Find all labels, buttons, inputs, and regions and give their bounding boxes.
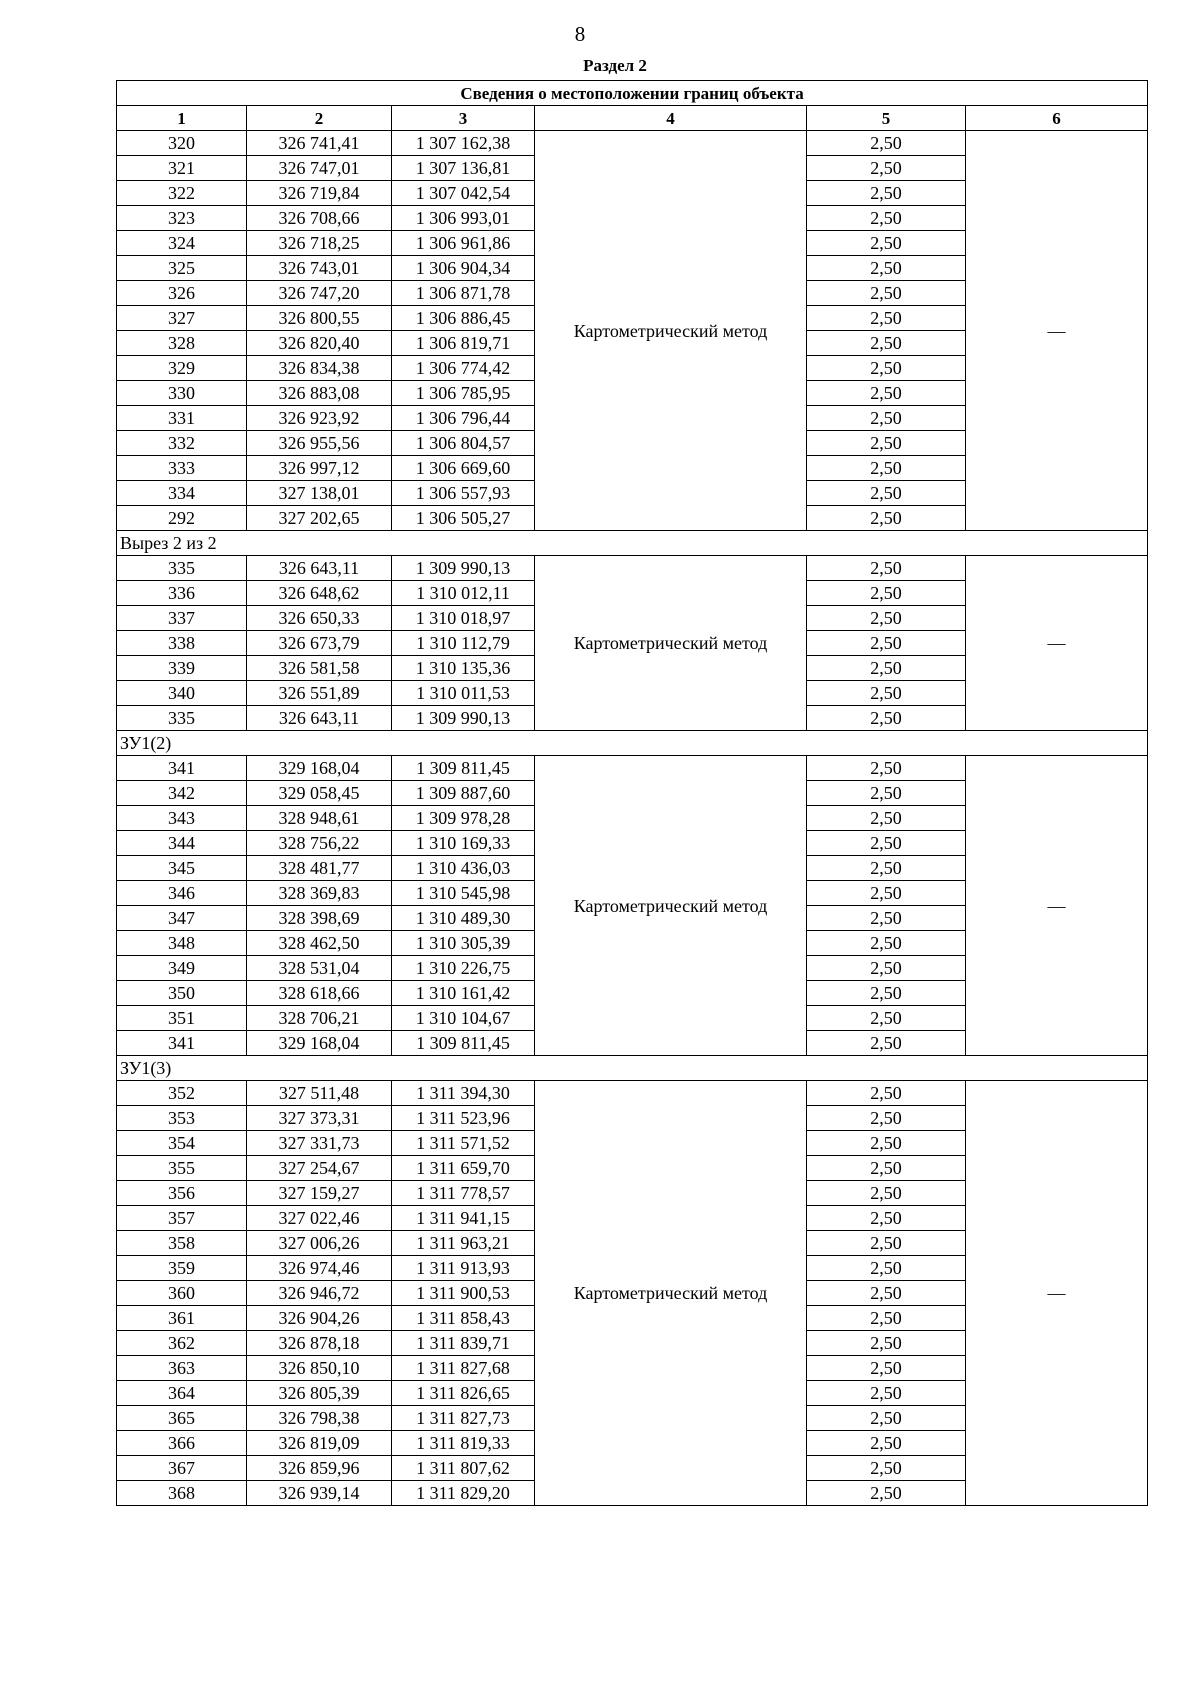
coord-x: 326 743,01 xyxy=(247,256,392,281)
coord-y: 1 310 104,67 xyxy=(392,1006,535,1031)
coord-x: 327 202,65 xyxy=(247,506,392,531)
coord-y: 1 310 436,03 xyxy=(392,856,535,881)
point-number: 331 xyxy=(117,406,247,431)
table-caption-row xyxy=(117,81,1148,106)
precision-value: 2,50 xyxy=(807,706,966,731)
coord-y: 1 306 557,93 xyxy=(392,481,535,506)
point-number: 335 xyxy=(117,706,247,731)
coord-y: 1 309 990,13 xyxy=(392,706,535,731)
coord-y: 1 310 305,39 xyxy=(392,931,535,956)
point-number: 336 xyxy=(117,581,247,606)
coord-y: 1 306 785,95 xyxy=(392,381,535,406)
precision-value: 2,50 xyxy=(807,1481,966,1506)
precision-value: 2,50 xyxy=(807,1131,966,1156)
point-number: 320 xyxy=(117,131,247,156)
coord-y: 1 306 669,60 xyxy=(392,456,535,481)
coord-x: 326 747,01 xyxy=(247,156,392,181)
point-number: 360 xyxy=(117,1281,247,1306)
precision-value: 2,50 xyxy=(807,356,966,381)
table-row xyxy=(117,131,1148,156)
precision-value: 2,50 xyxy=(807,131,966,156)
precision-value: 2,50 xyxy=(807,406,966,431)
coord-y: 1 310 161,42 xyxy=(392,981,535,1006)
precision-value: 2,50 xyxy=(807,881,966,906)
coord-y: 1 309 887,60 xyxy=(392,781,535,806)
point-number: 348 xyxy=(117,931,247,956)
coord-x: 326 974,46 xyxy=(247,1256,392,1281)
coord-y: 1 310 169,33 xyxy=(392,831,535,856)
point-number: 341 xyxy=(117,756,247,781)
coord-x: 326 820,40 xyxy=(247,331,392,356)
coord-x: 326 648,62 xyxy=(247,581,392,606)
coord-y: 1 310 011,53 xyxy=(392,681,535,706)
coord-y: 1 310 018,97 xyxy=(392,606,535,631)
point-number: 345 xyxy=(117,856,247,881)
coord-x: 326 923,92 xyxy=(247,406,392,431)
coord-y: 1 306 804,57 xyxy=(392,431,535,456)
group-label-row xyxy=(117,1056,1148,1081)
point-number: 339 xyxy=(117,656,247,681)
point-number: 359 xyxy=(117,1256,247,1281)
precision-value: 2,50 xyxy=(807,1156,966,1181)
precision-value: 2,50 xyxy=(807,156,966,181)
coord-y: 1 310 226,75 xyxy=(392,956,535,981)
coord-y: 1 309 811,45 xyxy=(392,1031,535,1056)
precision-value: 2,50 xyxy=(807,931,966,956)
coord-x: 326 878,18 xyxy=(247,1331,392,1356)
point-number: 367 xyxy=(117,1456,247,1481)
column6-cell: — xyxy=(966,756,1148,1056)
coord-y: 1 307 162,38 xyxy=(392,131,535,156)
coord-x: 326 741,41 xyxy=(247,131,392,156)
column-header: 4 xyxy=(535,106,807,131)
point-number: 347 xyxy=(117,906,247,931)
point-number: 365 xyxy=(117,1406,247,1431)
coord-x: 328 618,66 xyxy=(247,981,392,1006)
precision-value: 2,50 xyxy=(807,231,966,256)
point-number: 338 xyxy=(117,631,247,656)
point-number: 292 xyxy=(117,506,247,531)
precision-value: 2,50 xyxy=(807,756,966,781)
table-row xyxy=(117,1081,1148,1106)
column-header-row xyxy=(117,106,1148,131)
coord-x: 326 650,33 xyxy=(247,606,392,631)
point-number: 364 xyxy=(117,1381,247,1406)
coord-x: 327 138,01 xyxy=(247,481,392,506)
precision-value: 2,50 xyxy=(807,1331,966,1356)
precision-value: 2,50 xyxy=(807,456,966,481)
point-number: 329 xyxy=(117,356,247,381)
column-header: 1 xyxy=(117,106,247,131)
coord-x: 326 800,55 xyxy=(247,306,392,331)
point-number: 322 xyxy=(117,181,247,206)
coord-y: 1 311 778,57 xyxy=(392,1181,535,1206)
coord-x: 328 706,21 xyxy=(247,1006,392,1031)
coord-y: 1 311 858,43 xyxy=(392,1306,535,1331)
precision-value: 2,50 xyxy=(807,581,966,606)
point-number: 368 xyxy=(117,1481,247,1506)
point-number: 340 xyxy=(117,681,247,706)
coord-y: 1 306 819,71 xyxy=(392,331,535,356)
point-number: 342 xyxy=(117,781,247,806)
coord-y: 1 311 827,73 xyxy=(392,1406,535,1431)
precision-value: 2,50 xyxy=(807,431,966,456)
coord-x: 329 168,04 xyxy=(247,756,392,781)
point-number: 330 xyxy=(117,381,247,406)
coord-y: 1 311 819,33 xyxy=(392,1431,535,1456)
group-label-row xyxy=(117,731,1148,756)
coord-x: 326 997,12 xyxy=(247,456,392,481)
coord-x: 326 859,96 xyxy=(247,1456,392,1481)
column-header: 6 xyxy=(966,106,1148,131)
point-number: 358 xyxy=(117,1231,247,1256)
coord-y: 1 311 523,96 xyxy=(392,1106,535,1131)
point-number: 350 xyxy=(117,981,247,1006)
coord-x: 329 168,04 xyxy=(247,1031,392,1056)
precision-value: 2,50 xyxy=(807,556,966,581)
coord-x: 327 511,48 xyxy=(247,1081,392,1106)
point-number: 341 xyxy=(117,1031,247,1056)
coord-y: 1 309 990,13 xyxy=(392,556,535,581)
coord-x: 327 331,73 xyxy=(247,1131,392,1156)
point-number: 324 xyxy=(117,231,247,256)
point-number: 332 xyxy=(117,431,247,456)
precision-value: 2,50 xyxy=(807,606,966,631)
precision-value: 2,50 xyxy=(807,1456,966,1481)
point-number: 344 xyxy=(117,831,247,856)
point-number: 335 xyxy=(117,556,247,581)
coord-x: 326 708,66 xyxy=(247,206,392,231)
column-header: 2 xyxy=(247,106,392,131)
coord-y: 1 311 827,68 xyxy=(392,1356,535,1381)
coord-x: 326 747,20 xyxy=(247,281,392,306)
precision-value: 2,50 xyxy=(807,981,966,1006)
point-number: 349 xyxy=(117,956,247,981)
precision-value: 2,50 xyxy=(807,856,966,881)
coord-y: 1 311 571,52 xyxy=(392,1131,535,1156)
coord-y: 1 311 659,70 xyxy=(392,1156,535,1181)
method-cell: Картометрический метод xyxy=(535,756,807,1056)
coord-x: 326 939,14 xyxy=(247,1481,392,1506)
coord-y: 1 310 112,79 xyxy=(392,631,535,656)
precision-value: 2,50 xyxy=(807,1356,966,1381)
point-number: 337 xyxy=(117,606,247,631)
precision-value: 2,50 xyxy=(807,631,966,656)
coord-x: 326 883,08 xyxy=(247,381,392,406)
precision-value: 2,50 xyxy=(807,1206,966,1231)
group-label: Вырез 2 из 2 xyxy=(117,531,1148,556)
precision-value: 2,50 xyxy=(807,1431,966,1456)
coord-y: 1 309 978,28 xyxy=(392,806,535,831)
coord-x: 328 481,77 xyxy=(247,856,392,881)
precision-value: 2,50 xyxy=(807,506,966,531)
point-number: 353 xyxy=(117,1106,247,1131)
precision-value: 2,50 xyxy=(807,1281,966,1306)
point-number: 361 xyxy=(117,1306,247,1331)
coord-x: 326 643,11 xyxy=(247,556,392,581)
precision-value: 2,50 xyxy=(807,181,966,206)
coord-x: 326 955,56 xyxy=(247,431,392,456)
coord-y: 1 311 963,21 xyxy=(392,1231,535,1256)
precision-value: 2,50 xyxy=(807,281,966,306)
precision-value: 2,50 xyxy=(807,831,966,856)
column-header: 5 xyxy=(807,106,966,131)
column-header: 3 xyxy=(392,106,535,131)
precision-value: 2,50 xyxy=(807,1256,966,1281)
coord-x: 327 159,27 xyxy=(247,1181,392,1206)
coord-y: 1 306 961,86 xyxy=(392,231,535,256)
point-number: 334 xyxy=(117,481,247,506)
coord-y: 1 311 839,71 xyxy=(392,1331,535,1356)
precision-value: 2,50 xyxy=(807,1181,966,1206)
coord-y: 1 311 826,65 xyxy=(392,1381,535,1406)
precision-value: 2,50 xyxy=(807,256,966,281)
point-number: 323 xyxy=(117,206,247,231)
column6-cell: — xyxy=(966,131,1148,531)
coord-x: 328 531,04 xyxy=(247,956,392,981)
precision-value: 2,50 xyxy=(807,481,966,506)
point-number: 346 xyxy=(117,881,247,906)
precision-value: 2,50 xyxy=(807,206,966,231)
coord-x: 328 948,61 xyxy=(247,806,392,831)
coord-y: 1 311 807,62 xyxy=(392,1456,535,1481)
precision-value: 2,50 xyxy=(807,906,966,931)
precision-value: 2,50 xyxy=(807,656,966,681)
point-number: 352 xyxy=(117,1081,247,1106)
precision-value: 2,50 xyxy=(807,331,966,356)
precision-value: 2,50 xyxy=(807,306,966,331)
coord-x: 328 756,22 xyxy=(247,831,392,856)
precision-value: 2,50 xyxy=(807,381,966,406)
point-number: 355 xyxy=(117,1156,247,1181)
precision-value: 2,50 xyxy=(807,781,966,806)
coord-y: 1 306 886,45 xyxy=(392,306,535,331)
coord-x: 328 398,69 xyxy=(247,906,392,931)
section-title: Раздел 2 xyxy=(583,56,647,75)
precision-value: 2,50 xyxy=(807,1306,966,1331)
precision-value: 2,50 xyxy=(807,806,966,831)
precision-value: 2,50 xyxy=(807,1031,966,1056)
point-number: 333 xyxy=(117,456,247,481)
coord-y: 1 310 489,30 xyxy=(392,906,535,931)
coord-x: 326 581,58 xyxy=(247,656,392,681)
point-number: 321 xyxy=(117,156,247,181)
coord-x: 326 798,38 xyxy=(247,1406,392,1431)
coord-x: 326 551,89 xyxy=(247,681,392,706)
coord-x: 328 462,50 xyxy=(247,931,392,956)
table-caption: Сведения о местоположении границ объекта xyxy=(117,81,1148,106)
coord-y: 1 307 136,81 xyxy=(392,156,535,181)
coord-x: 327 373,31 xyxy=(247,1106,392,1131)
precision-value: 2,50 xyxy=(807,1006,966,1031)
coord-y: 1 310 135,36 xyxy=(392,656,535,681)
method-cell: Картометрический метод xyxy=(535,131,807,531)
coord-y: 1 309 811,45 xyxy=(392,756,535,781)
point-number: 356 xyxy=(117,1181,247,1206)
coord-x: 326 834,38 xyxy=(247,356,392,381)
coord-y: 1 306 796,44 xyxy=(392,406,535,431)
precision-value: 2,50 xyxy=(807,1231,966,1256)
coord-y: 1 306 871,78 xyxy=(392,281,535,306)
method-cell: Картометрический метод xyxy=(535,556,807,731)
point-number: 362 xyxy=(117,1331,247,1356)
group-label-row xyxy=(117,531,1148,556)
table-row xyxy=(117,556,1148,581)
group-label: ЗУ1(3) xyxy=(117,1056,1148,1081)
coord-y: 1 311 941,15 xyxy=(392,1206,535,1231)
coord-y: 1 306 904,34 xyxy=(392,256,535,281)
point-number: 327 xyxy=(117,306,247,331)
coord-x: 328 369,83 xyxy=(247,881,392,906)
coord-x: 326 850,10 xyxy=(247,1356,392,1381)
coord-x: 326 946,72 xyxy=(247,1281,392,1306)
coord-x: 327 022,46 xyxy=(247,1206,392,1231)
precision-value: 2,50 xyxy=(807,1081,966,1106)
coord-x: 326 673,79 xyxy=(247,631,392,656)
coord-x: 326 904,26 xyxy=(247,1306,392,1331)
coord-y: 1 306 774,42 xyxy=(392,356,535,381)
method-cell: Картометрический метод xyxy=(535,1081,807,1506)
coord-x: 326 643,11 xyxy=(247,706,392,731)
precision-value: 2,50 xyxy=(807,681,966,706)
point-number: 328 xyxy=(117,331,247,356)
point-number: 351 xyxy=(117,1006,247,1031)
page-number: 8 xyxy=(574,22,586,46)
table-row xyxy=(117,756,1148,781)
precision-value: 2,50 xyxy=(807,956,966,981)
coord-x: 327 006,26 xyxy=(247,1231,392,1256)
coord-x: 326 718,25 xyxy=(247,231,392,256)
column6-cell: — xyxy=(966,556,1148,731)
coord-x: 326 819,09 xyxy=(247,1431,392,1456)
point-number: 357 xyxy=(117,1206,247,1231)
point-number: 343 xyxy=(117,806,247,831)
point-number: 363 xyxy=(117,1356,247,1381)
point-number: 354 xyxy=(117,1131,247,1156)
precision-value: 2,50 xyxy=(807,1381,966,1406)
coord-y: 1 306 993,01 xyxy=(392,206,535,231)
coord-y: 1 310 545,98 xyxy=(392,881,535,906)
coord-x: 329 058,45 xyxy=(247,781,392,806)
point-number: 366 xyxy=(117,1431,247,1456)
coord-y: 1 307 042,54 xyxy=(392,181,535,206)
coord-y: 1 311 913,93 xyxy=(392,1256,535,1281)
coord-y: 1 306 505,27 xyxy=(392,506,535,531)
column6-cell: — xyxy=(966,1081,1148,1506)
coord-y: 1 311 394,30 xyxy=(392,1081,535,1106)
coord-y: 1 311 900,53 xyxy=(392,1281,535,1306)
coord-x: 327 254,67 xyxy=(247,1156,392,1181)
group-label: ЗУ1(2) xyxy=(117,731,1148,756)
coord-x: 326 805,39 xyxy=(247,1381,392,1406)
coord-x: 326 719,84 xyxy=(247,181,392,206)
coord-y: 1 311 829,20 xyxy=(392,1481,535,1506)
precision-value: 2,50 xyxy=(807,1106,966,1131)
point-number: 326 xyxy=(117,281,247,306)
precision-value: 2,50 xyxy=(807,1406,966,1431)
coord-y: 1 310 012,11 xyxy=(392,581,535,606)
boundary-table xyxy=(116,80,1148,1506)
point-number: 325 xyxy=(117,256,247,281)
